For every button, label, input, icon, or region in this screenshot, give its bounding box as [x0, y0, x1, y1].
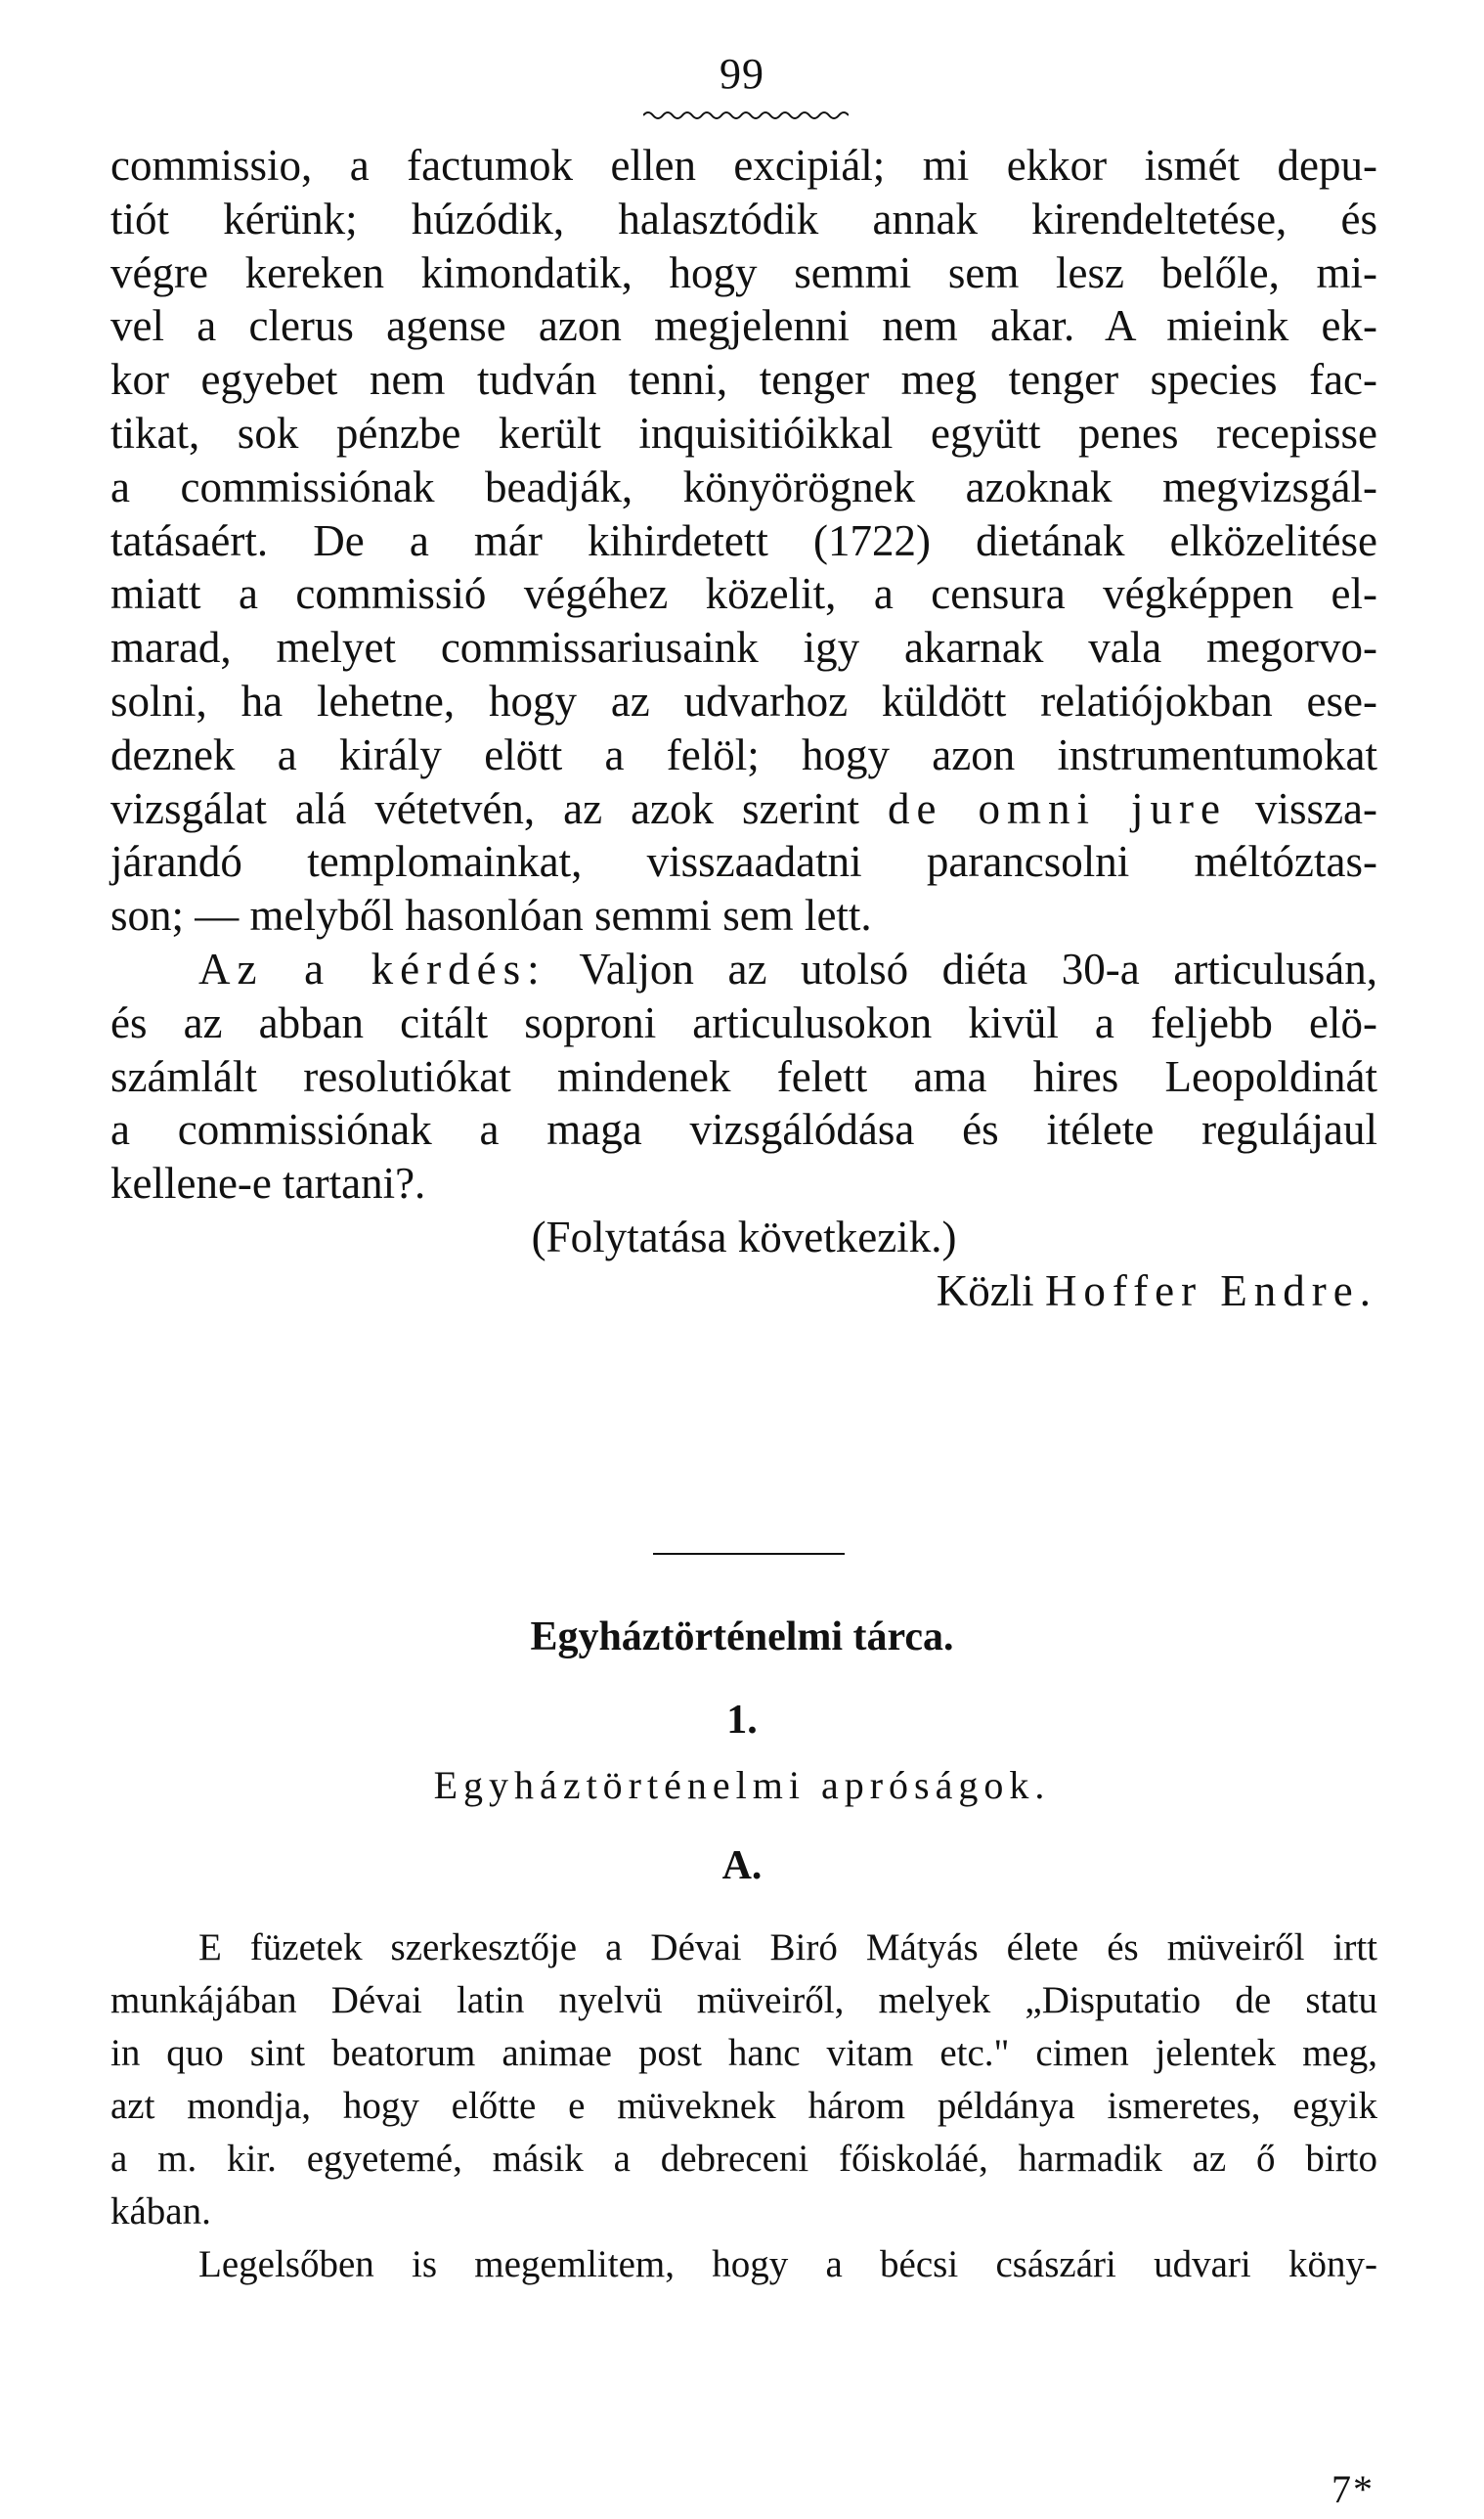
text-line: és az abban citált soproni articulusokon kivül a feljebb elö- [110, 997, 1377, 1047]
text-segment: vissza- [1255, 783, 1378, 833]
text-line: in quo sint beatorum animae post hanc vitam etc." cimen jelentek meg, [110, 2032, 1377, 2074]
emphasized-phrase: de omni jure [888, 783, 1228, 833]
text-line: kában. [110, 2190, 211, 2232]
communicator-line [110, 1264, 1377, 1318]
question-label: Az a kérdés: [198, 944, 546, 994]
section-title: Egyháztörténelmi tárca. [530, 1614, 954, 1659]
communicator-prefix: Közli [936, 1265, 1034, 1315]
text-line: son; — melyből hasonlóan semmi sem lett. [110, 891, 872, 941]
text-line: solni, ha lehetne, hogy az udvarhoz küldött relatiójokban ese- [110, 676, 1377, 726]
text-segment: Valjon az utolsó diéta 30-a articulusán, [579, 944, 1377, 994]
subsection-letter: A. [721, 1843, 763, 1888]
text-line: kellene-e tartani?. [110, 1159, 426, 1209]
text-line: a commissiónak beadják, könyörögnek azoknak megvizsgál- [110, 462, 1377, 511]
signature-mark: 7* [1331, 2467, 1375, 2511]
text-line: azt mondja, hogy előtte e müveknek három példánya ismeretes, egyik [110, 2085, 1377, 2127]
text-line [110, 943, 1377, 996]
text-segment: vizsgálat alá vétetvén, az azok szerint [110, 783, 859, 833]
continuation-note: (Folytatása következik.) [531, 1212, 957, 1261]
communicator-name: Hoffer Endre. [1044, 1265, 1377, 1315]
text-line: tiót kérünk; húzódik, halasztódik annak kirendeltetése, és [110, 194, 1377, 243]
section-number: 1. [726, 1698, 758, 1743]
text-line: végre kereken kimondatik, hogy semmi sem lesz belőle, mi- [110, 247, 1377, 297]
text-line: járandó templomainkat, visszaadatni parancsolni méltóztas- [110, 837, 1377, 887]
text-line: marad, melyet commissariusaink igy akarnak vala megorvo- [110, 623, 1377, 673]
text-line: a commissiónak a maga vizsgálódása és itélete regulájaul [110, 1105, 1377, 1155]
text-line: a m. kir. egyetemé, másik a debreceni főiskoláé, harmadik az ő birto [110, 2138, 1377, 2180]
text-line: commissio, a factumok ellen excipiál; mi ekkor ismét depu- [110, 141, 1377, 190]
ornamental-rule [643, 110, 849, 121]
text-line [110, 782, 1377, 836]
small-text [110, 1922, 1377, 2291]
text-line: kor egyebet nem tudván tenni, tenger meg tenger species fac- [110, 355, 1377, 405]
text-line: vel a clerus agense azon megjelenni nem akar. A mieink ek- [110, 301, 1377, 351]
section-separator [653, 1553, 845, 1555]
text-line: munkájában Dévai latin nyelvü müveiről, melyek „Disputatio de statu [110, 1979, 1377, 2021]
text-line: tikat, sok pénzbe került inquisitióikkal együtt penes recepisse [110, 408, 1377, 458]
subsection-title: Egyháztörténelmi apróságok. [433, 1763, 1051, 1807]
main-text [110, 139, 1377, 1318]
text-line: deznek a király elött a felöl; hogy azon instrumentumokat [110, 729, 1377, 779]
page-number: 99 [720, 50, 764, 98]
text-line: E füzetek szerkesztője a Dévai Biró Mátyás élete és müveiről irtt [198, 1926, 1377, 1968]
text-line: miatt a commissió végéhez közelit, a censura végképpen el- [110, 569, 1377, 619]
text-line: tatásaért. De a már kihirdetett (1722) dietának elközelitése [110, 515, 1377, 565]
text-line: Legelsőben is megemlitem, hogy a bécsi császári udvari köny- [198, 2243, 1377, 2285]
text-line: számlált resolutiókat mindenek felett ama hires Leopoldinát [110, 1051, 1377, 1101]
